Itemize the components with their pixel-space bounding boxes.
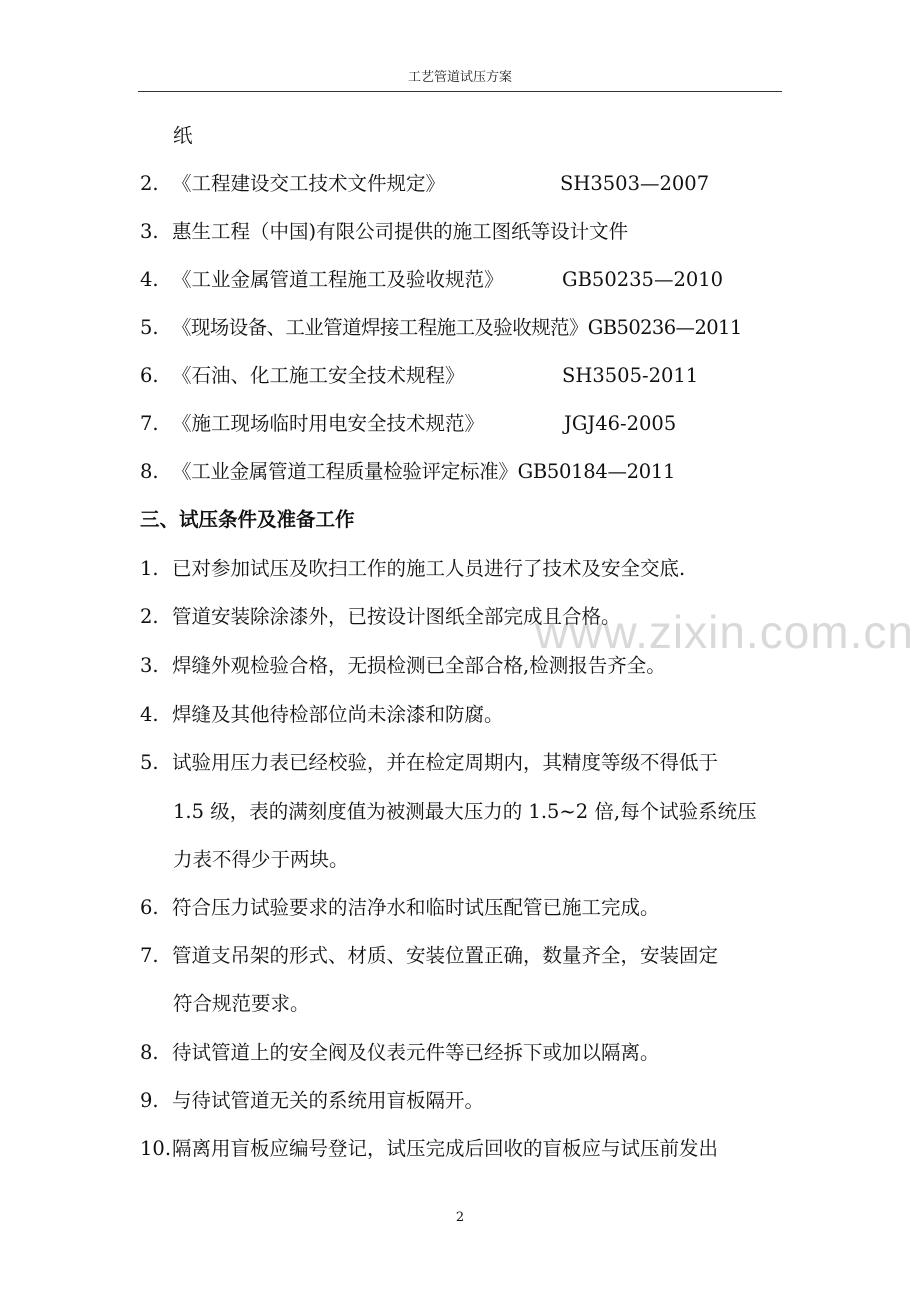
reference-title: 《现场设备、工业管道焊接工程施工及验收规范》GB50236—2011	[172, 316, 742, 339]
condition-item-10	[140, 1137, 718, 1161]
reference-number: 2.	[140, 172, 159, 195]
reference-carry-over: 纸	[173, 124, 193, 147]
condition-text: 试验用压力表已经校验，并在检定周期内，其精度等级不得低于	[172, 751, 719, 774]
condition-text: 焊缝及其他待检部位尚未涂漆和防腐。	[172, 703, 504, 726]
condition-item-5-continuation: 力表不得少于两块。	[173, 848, 349, 871]
condition-item-3	[140, 654, 666, 678]
reference-item-5	[140, 316, 742, 340]
page-number: 2	[455, 1210, 465, 1225]
reference-item-6	[140, 364, 699, 388]
reference-standard: GB50235—2010	[562, 268, 724, 291]
section-heading: 三、试压条件及准备工作	[140, 508, 355, 531]
condition-text: 符合压力试验要求的洁净水和临时试压配管已施工完成。	[172, 896, 660, 919]
condition-number: 1.	[140, 557, 159, 580]
reference-number: 6.	[140, 364, 159, 387]
reference-number: 4.	[140, 268, 159, 291]
condition-item-5-continuation: 1.5 级，表的满刻度值为被测最大压力的 1.5~2 倍,每个试验系统压	[173, 800, 757, 823]
condition-item-6	[140, 896, 660, 920]
reference-number: 8.	[140, 460, 159, 483]
condition-text: 待试管道上的安全阀及仪表元件等已经拆下或加以隔离。	[172, 1041, 660, 1064]
reference-standard: JGJ46-2005	[564, 412, 677, 435]
reference-title: 《施工现场临时用电安全技术规范》	[172, 412, 485, 435]
condition-number: 6.	[140, 896, 159, 919]
reference-title: 《工业金属管道工程施工及验收规范》	[172, 268, 504, 291]
reference-item-3	[140, 220, 628, 244]
condition-text: 管道支吊架的形式、材质、安装位置正确，数量齐全，安装固定	[172, 944, 719, 967]
reference-number: 5.	[140, 316, 159, 339]
condition-item-7	[140, 944, 718, 968]
condition-item-2	[140, 605, 621, 629]
reference-title: 《工程建设交工技术文件规定》	[172, 172, 446, 195]
page-header: 工艺管道试压方案	[407, 70, 512, 85]
condition-text: 与待试管道无关的系统用盲板隔开。	[172, 1089, 485, 1112]
condition-item-8	[140, 1041, 660, 1065]
reference-number: 7.	[140, 412, 159, 435]
condition-item-4	[140, 703, 504, 727]
condition-item-5	[140, 751, 718, 775]
condition-item-9	[140, 1089, 484, 1113]
watermark: www.zixin.com.cn	[535, 606, 914, 658]
condition-text: 隔离用盲板应编号登记，试压完成后回收的盲板应与试压前发出	[172, 1137, 719, 1160]
condition-text: 已对参加试压及吹扫工作的施工人员进行了技术及安全交底.	[172, 557, 686, 580]
reference-item-4	[140, 268, 724, 292]
condition-number: 4.	[140, 703, 159, 726]
reference-item-2	[140, 172, 710, 196]
condition-number: 10.	[140, 1137, 172, 1160]
reference-number: 3.	[140, 220, 159, 243]
condition-number: 7.	[140, 944, 159, 967]
reference-standard: SH3505-2011	[562, 364, 699, 387]
condition-text: 焊缝外观检验合格，无损检测已全部合格,检测报告齐全。	[172, 654, 666, 677]
condition-number: 5.	[140, 751, 159, 774]
reference-title: 惠生工程（中国)有限公司提供的施工图纸等设计文件	[172, 220, 629, 243]
reference-item-8	[140, 460, 675, 484]
reference-standard: SH3503—2007	[560, 172, 710, 195]
condition-number: 8.	[140, 1041, 159, 1064]
reference-title: 《工业金属管道工程质量检验评定标准》GB50184—2011	[172, 460, 676, 483]
condition-number: 2.	[140, 605, 159, 628]
condition-item-1	[140, 557, 685, 581]
reference-item-7	[140, 412, 677, 436]
condition-number: 3.	[140, 654, 159, 677]
reference-title: 《石油、化工施工安全技术规程》	[172, 364, 465, 387]
condition-number: 9.	[140, 1089, 159, 1112]
header-rule	[138, 91, 782, 92]
condition-text: 管道安装除涂漆外，已按设计图纸全部完成且合格。	[172, 605, 621, 628]
condition-item-7-continuation: 符合规范要求。	[173, 992, 310, 1015]
